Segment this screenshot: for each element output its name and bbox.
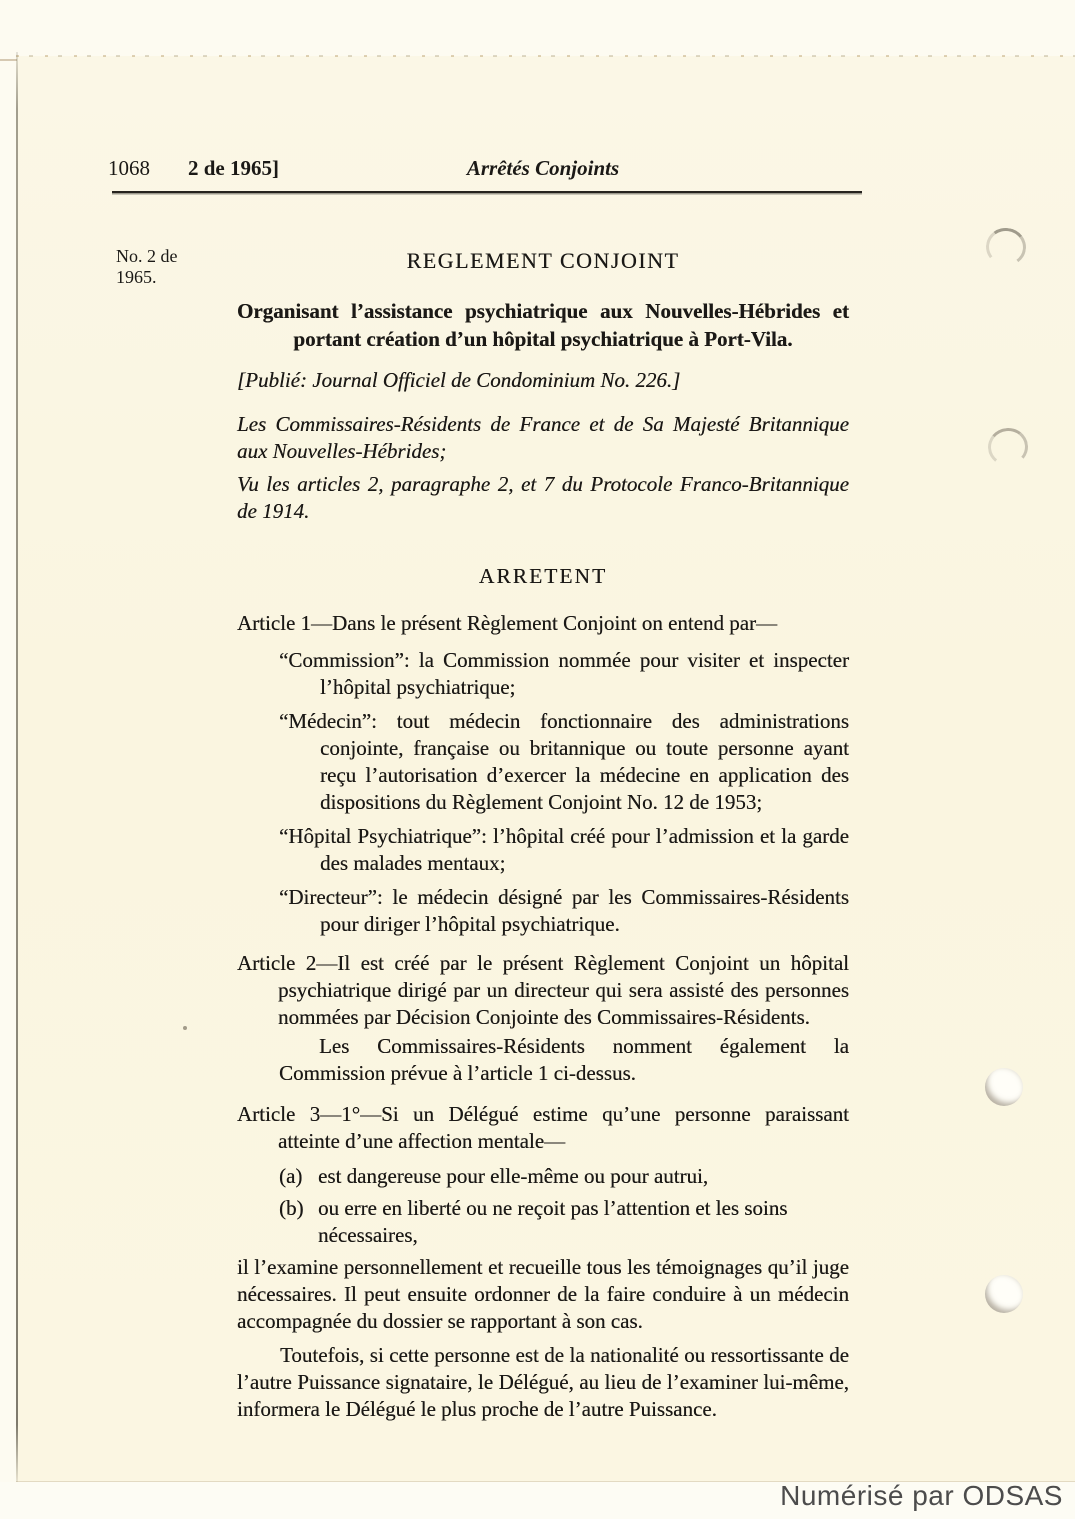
article-2-second-paragraph: Les Commissaires-Résidents nomment également la Commission prévue à l’article 1 ci-dessus. bbox=[279, 1034, 849, 1085]
item-b-label: (b) bbox=[279, 1196, 304, 1220]
scan-top-edge bbox=[16, 55, 1075, 57]
punch-hole-bottom-1 bbox=[985, 1068, 1023, 1106]
item-b-text: ou erre en liberté ou ne reçoit pas l’attention et les soins nécessaires, bbox=[318, 1196, 788, 1247]
publication-note: [Publié: Journal Officiel de Condominium No. 226.] bbox=[237, 368, 681, 392]
odsas-watermark: Numérisé par ODSAS bbox=[780, 1480, 1063, 1511]
article-1-intro: Article 1—Dans le présent Règlement Conjoint on entend par— bbox=[237, 611, 778, 635]
article-2-paragraph: Article 2—Il est créé par le présent Règlement Conjoint un hôpital psychiatrique dirigé par un directeur qui sera assisté des personnes nommées par Décision Conjointe des Commissaires-Résidents. bbox=[237, 951, 849, 1029]
regulation-title bbox=[237, 298, 849, 353]
margin-note bbox=[116, 246, 206, 288]
header-rule bbox=[112, 191, 862, 193]
scan-speck bbox=[183, 1026, 187, 1030]
preamble-paragraph-1: Les Commissaires-Résidents de France et de Sa Majesté Britannique aux Nouvelles-Hébrides; bbox=[237, 412, 849, 463]
item-a-text: est dangereuse pour elle-même ou pour autrui, bbox=[318, 1164, 709, 1188]
margin-note-line2: 1965. bbox=[116, 267, 157, 287]
issue-reference: 2 de 1965] bbox=[188, 156, 279, 180]
regulation-title-line2: portant création d’un hôpital psychiatrique à Port-Vila. bbox=[293, 326, 793, 351]
item-a-label: (a) bbox=[279, 1164, 303, 1188]
punch-hole-bottom-2 bbox=[985, 1275, 1023, 1313]
article-3-item-a bbox=[279, 1163, 849, 1190]
scan-top-edge-tick bbox=[0, 59, 17, 61]
article-3-intro: Article 3—1°—Si un Délégué estime qu’une personne paraissant atteinte d’une affection mentale— bbox=[237, 1102, 849, 1153]
definition-commission: “Commission”: la Commission nommée pour visiter et inspecter l’hôpital psychiatrique; bbox=[279, 648, 849, 699]
margin-note-line1: No. 2 de bbox=[116, 246, 178, 266]
preamble-paragraph-2: Vu les articles 2, paragraphe 2, et 7 du Protocole Franco-Britannique de 1914. bbox=[237, 472, 849, 523]
definition-hopital-psychiatrique: “Hôpital Psychiatrique”: l’hôpital créé pour l’admission et la garde des malades mentaux; bbox=[279, 824, 849, 875]
article-3-closing-paragraph-2: Toutefois, si cette personne est de la nationalité ou ressortissante de l’autre Puissance signataire, le Délégué, au lieu de l’examiner lui-même, informera le Délégué le plus proche de l’autre Puissance. bbox=[237, 1343, 849, 1421]
regulation-kind-heading: REGLEMENT CONJOINT bbox=[406, 248, 680, 273]
article-3-item-b bbox=[279, 1195, 849, 1249]
journal-title: Arrêtés Conjoints bbox=[466, 156, 620, 180]
page-number: 1068 bbox=[108, 156, 150, 180]
regulation-title-line1: Organisant l’assistance psychiatrique aux Nouvelles-Hébrides et bbox=[237, 299, 849, 323]
definition-medecin: “Médecin”: tout médecin fonctionnaire des administrations conjointe, française ou britannique ou toute personne ayant reçu l’autorisation d’exercer la médecine en application des dispositions du Règlement Conjoint No. 12 de 1953; bbox=[279, 709, 849, 814]
enactment-heading: ARRETENT bbox=[478, 564, 608, 588]
document-body bbox=[237, 247, 849, 1423]
article-3-closing-paragraph-1: il l’examine personnellement et recueille tous les témoignages qu’il juge nécessaires. Il peut ensuite ordonner de la faire conduire à un médecin accompagnée du dossier se rapportant à son cas. bbox=[237, 1255, 849, 1333]
scan-left-edge bbox=[16, 52, 18, 1482]
definition-directeur: “Directeur”: le médecin désigné par les Commissaires-Résidents pour diriger l’hôpital psychiatrique. bbox=[279, 885, 849, 936]
